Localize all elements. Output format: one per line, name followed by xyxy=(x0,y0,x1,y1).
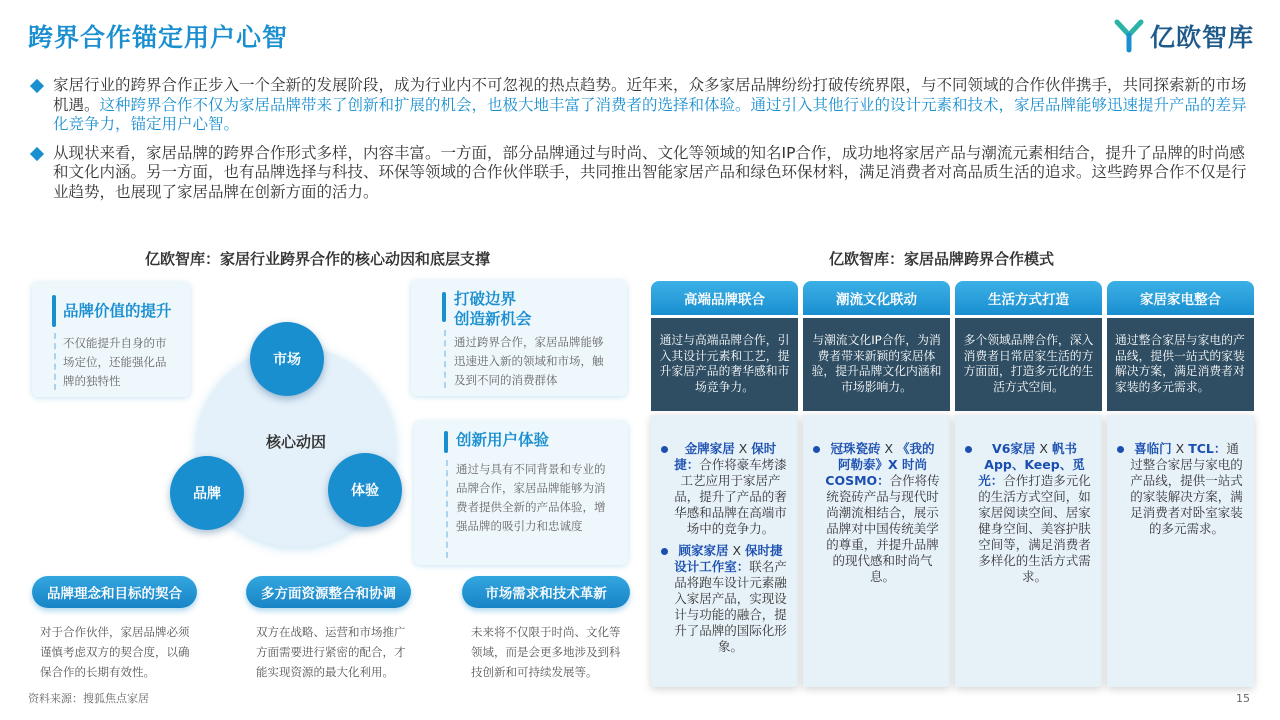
column-head-3: 生活方式打造 xyxy=(955,281,1102,315)
column-body-1 xyxy=(651,415,798,687)
case-item: 喜临门 X TCL：通过整合家居与家电的产品线，提供一站式的家装解决方案，满足消费者对卧室家装的多元需求。 xyxy=(1111,441,1244,537)
logo-icon xyxy=(1114,19,1144,53)
diamond-bullet-icon xyxy=(30,79,44,93)
right-section-title: 亿欧智库：家居品牌跨界合作模式 xyxy=(829,250,1055,268)
bullet-dot-icon xyxy=(1117,446,1124,453)
column-body-2 xyxy=(803,415,950,687)
source-note: 资料来源：搜狐焦点家居 xyxy=(28,692,149,705)
card-break-text: 通过跨界合作，家居品牌能够迅速进入新的领域和市场，触及到不同的消费群体 xyxy=(454,335,604,387)
dashed-line xyxy=(446,460,448,558)
intro-section xyxy=(30,76,1255,211)
node-brand: 品牌 xyxy=(170,456,244,530)
pillar-3-title: 市场需求和技术革新 xyxy=(462,576,630,608)
case-item: 顾家家居 X 保时捷设计工作室：联名产品将跑车设计元素融入家居产品，实现设计与功能的融合，提升了品牌的国际化形象。 xyxy=(655,543,788,655)
card-break-title-2: 创造新机会 xyxy=(454,310,532,328)
column-desc-2: 与潮流文化IP合作，为消费者带来新颖的家居体验，提升品牌文化内涵和市场影响力。 xyxy=(803,318,950,411)
column-head-1: 高端品牌联合 xyxy=(651,281,798,315)
node-experience: 体验 xyxy=(328,453,402,527)
dashed-line xyxy=(54,333,56,390)
card-brand-value-text: 不仅能提升自身的市场定位，还能强化品牌的独特性 xyxy=(63,336,167,388)
case-item: 金牌家居 X 保时捷：合作将豪车烤漆工艺应用于家居产品，提升了产品的奢华感和品牌在高端市场中的竞争力。 xyxy=(655,441,788,537)
case-item: V6家居 X 帆书App、Keep、觅光：合作打造多元化的生活方式空间，如家居阅读空间、居家健身空间、美容护肤空间等，满足消费者多样化的生活方式需求。 xyxy=(959,441,1092,585)
bullet-dot-icon xyxy=(661,446,668,453)
card-accent-bar xyxy=(442,292,446,322)
column-desc-4: 通过整合家居与家电的产品线，提供一站式的家装解决方案，满足消费者对家装的多元需求。 xyxy=(1107,318,1254,411)
card-experience-text: 通过与具有不同背景和专业的品牌合作，家居品牌能够为消费者提供全新的产品体验，增强品牌的吸引力和忠诚度 xyxy=(456,462,606,533)
column-desc-3: 多个领域品牌合作，深入消费者日常居家生活的方方面面，打造多元化的生活方式空间。 xyxy=(955,318,1102,411)
column-head-4: 家居家电整合 xyxy=(1107,281,1254,315)
bullet-dot-icon xyxy=(813,446,820,453)
card-brand-value-title: 品牌价值的提升 xyxy=(63,302,172,320)
card-accent-bar xyxy=(444,431,448,453)
intro-paragraph-2: 从现状来看，家居品牌的跨界合作形式多样，内容丰富。一方面，部分品牌通过与时尚、文化等领域的知名IP合作，成功地将家居产品与潮流元素相结合，提升了品牌的时尚感和文化内涵。另一方面，也有品牌选择与科技、环保等领域的合作伙伴联手，共同推出智能家居产品和绿色环保材料，满足消费者对高品质生活的追求。这些跨界合作不仅是行业趋势，也展现了家居品牌在创新方面的活力。 xyxy=(30,144,1255,203)
card-experience-title: 创新用户体验 xyxy=(456,431,550,449)
column-head-2: 潮流文化联动 xyxy=(803,281,950,315)
page-number: 15 xyxy=(1236,692,1250,705)
left-section-title: 亿欧智库：家居行业跨界合作的核心动因和底层支撑 xyxy=(145,250,491,268)
card-accent-bar xyxy=(52,295,56,327)
column-body-4 xyxy=(1107,415,1254,687)
logo xyxy=(1114,18,1254,54)
node-market: 市场 xyxy=(250,322,324,396)
pillar-1-text: 对于合作伙伴，家居品牌必须谨慎考虑双方的契合度，以确保合作的长期有效性。 xyxy=(40,625,190,679)
logo-text: 亿欧智库 xyxy=(1149,23,1254,52)
card-break-title-1: 打破边界 xyxy=(454,290,517,308)
column-desc-1: 通过与高端品牌合作，引入其设计元素和工艺，提升家居产品的奢华感和市场竞争力。 xyxy=(651,318,798,411)
diamond-bullet-icon xyxy=(30,146,44,160)
case-item: 冠珠瓷砖 X 《我的阿勒泰》X 时尚COSMO：合作将传统瓷砖产品与现代时尚潮流相结合，展示品牌对中国传统美学的尊重，并提升品牌的现代感和时尚气息。 xyxy=(807,441,940,585)
pillar-2-text: 双方在战略、运营和市场推广方面需要进行紧密的配合，才能实现资源的最大化利用。 xyxy=(256,625,406,679)
pillar-2-title: 多方面资源整合和协调 xyxy=(246,576,411,608)
core-label: 核心动因 xyxy=(265,433,326,451)
dashed-line xyxy=(444,330,446,388)
column-body-3 xyxy=(955,415,1102,687)
page-title: 跨界合作锚定用户心智 xyxy=(28,23,289,52)
highlight-text: 这种跨界合作不仅为家居品牌带来了创新和扩展的机会，也极大地丰富了消费者的选择和体验。通过引入其他行业的设计元素和技术，家居品牌能够迅速提升产品的差异化竞争力，锚定用户心智。 xyxy=(53,95,1247,133)
intro-paragraph-1: 家居行业的跨界合作正步入一个全新的发展阶段，成为行业内不可忽视的热点趋势。近年来，众多家居品牌纷纷打破传统界限，与不同领域的合作伙伴携手，共同探索新的市场机遇。这种跨界合作不仅为家居品牌带来了创新和扩展的机会，也极大地丰富了消费者的选择和体验。通过引入其他行业的设计元素和技术，家居品牌能够迅速提升产品的差异化竞争力，锚定用户心智。 xyxy=(30,76,1255,135)
bullet-dot-icon xyxy=(661,548,668,555)
pillar-1-title: 品牌理念和目标的契合 xyxy=(32,576,197,608)
bullet-dot-icon xyxy=(965,446,972,453)
pillar-3-text: 未来将不仅限于时尚、文化等领域，而是会更多地涉及到科技创新和可持续发展等。 xyxy=(471,625,621,679)
